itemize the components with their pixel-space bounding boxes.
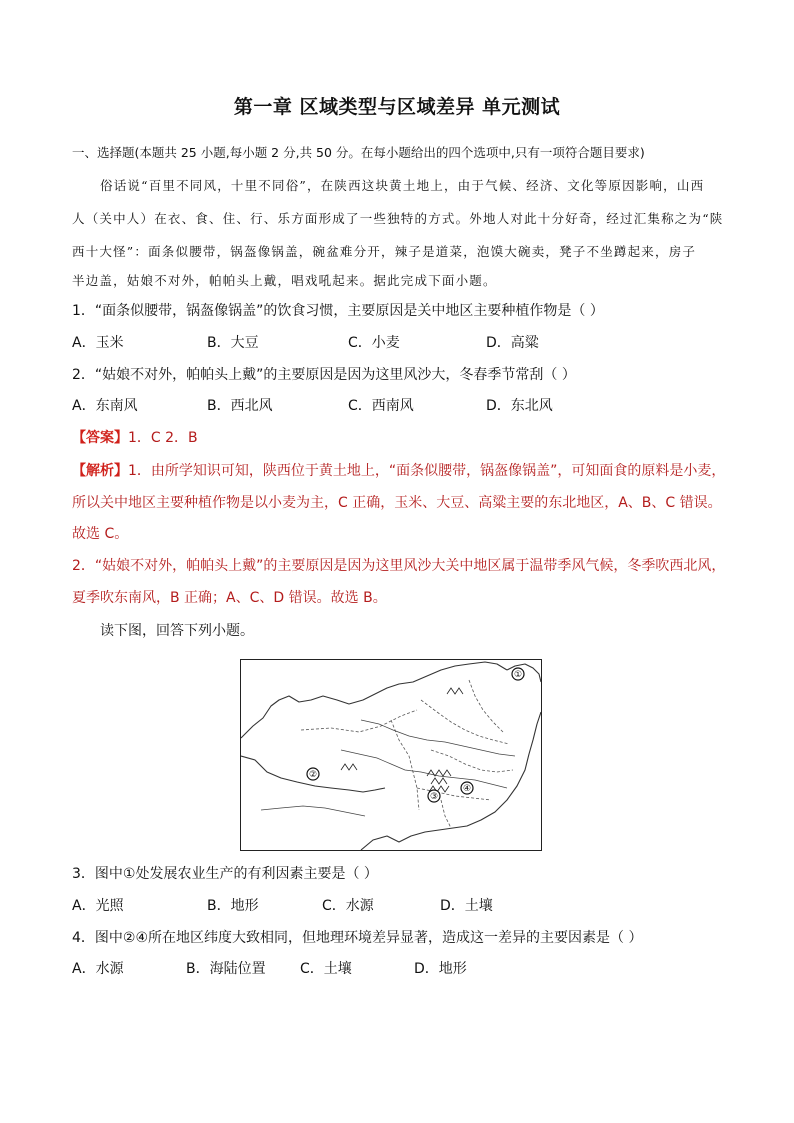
q1-option-c[interactable]: C．小麦 (348, 335, 400, 351)
question-2: 2．“姑娘不对外，帕帕头上戴”的主要原因是因为这里风沙大，冬春季节常刮（ ） (72, 367, 576, 383)
section-header: 一、选择题(本题共 25 小题,每小题 2 分,共 50 分。在每小题给出的四个选项中,只有一项符合题目要求) (72, 145, 645, 160)
marker-1: ① (513, 670, 523, 680)
q1-option-d[interactable]: D．高粱 (486, 335, 539, 351)
answer-text: 1．C 2．B (128, 430, 198, 446)
q3-option-b[interactable]: B．地形 (207, 898, 259, 914)
question-3: 3．图中①处发展农业生产的有利因素主要是（ ） (72, 866, 378, 882)
page-title: 第一章 区域类型与区域差异 单元测试 (233, 96, 561, 118)
province-line-3 (421, 700, 509, 744)
analysis-line-2: 所以关中地区主要种植作物是以小麦为主，C 正确，玉米、大豆、高粱主要的东北地区，A、B、C 错误。 (72, 495, 722, 511)
analysis-line-3: 故选 C。 (72, 526, 129, 542)
south-coast (361, 712, 541, 850)
passage-line-4: 半边盖，姑娘不对外，帕帕头上戴，唱戏吼起来。据此完成下面小题。 (72, 273, 497, 288)
marker-3: ③ (429, 792, 439, 802)
mountain-range-5 (341, 764, 357, 770)
mountain-range-2 (431, 778, 447, 784)
passage-line-2: 人（关中人）在衣、食、住、行、乐方面形成了一些独特的方式。外地人对此十分好奇，经过汇集称之为“陕 (72, 211, 724, 226)
q2-option-d[interactable]: D．东北风 (486, 398, 553, 414)
analysis-text-1: 1．由所学知识可知，陕西位于黄土地上，“面条似腰带，锅盔像锅盖”，可知面食的原料是小麦， (128, 463, 726, 479)
answer-line (72, 428, 198, 448)
q4-option-c[interactable]: C．土壤 (300, 961, 352, 977)
q4-option-b[interactable]: B．海陆位置 (186, 961, 266, 977)
q4-option-a[interactable]: A．水源 (72, 961, 124, 977)
read-instruction: 读下图，回答下列小题。 (100, 623, 254, 639)
marker-2: ② (308, 770, 318, 780)
question-1: 1．“面条似腰带，锅盔像锅盖”的饮食习惯，主要原因是关中地区主要种植作物是（ ） (72, 303, 604, 319)
river-1 (341, 750, 507, 788)
northern-border (241, 662, 507, 738)
q3-option-a[interactable]: A．光照 (72, 898, 124, 914)
q4-option-d[interactable]: D．地形 (414, 961, 467, 977)
q2-option-a[interactable]: A．东南风 (72, 398, 138, 414)
passage-line-3: 西十大怪”：面条似腰带，锅盔像锅盖，碗盆难分开，辣子是道菜，泡馍大碗卖，凳子不坐蹲起来，房子 (72, 244, 697, 259)
province-line-2 (391, 720, 419, 810)
passage-line-1: 俗话说“百里不同风，十里不同俗”，在陕西这块黄土地上，由于气候、经济、文化等原因影响，山西 (100, 178, 705, 193)
q1-option-a[interactable]: A．玉米 (72, 335, 124, 351)
river-3 (261, 806, 365, 816)
question-4: 4．图中②④所在地区纬度大致相同，但地理环境差异显著，造成这一差异的主要因素是（ ） (72, 930, 643, 946)
q3-option-d[interactable]: D．土壤 (440, 898, 493, 914)
question-2-options (72, 396, 632, 416)
china-map-figure (240, 659, 542, 851)
q2-option-b[interactable]: B．西北风 (207, 398, 273, 414)
mountain-range-4 (447, 688, 463, 694)
china-map (241, 660, 541, 850)
mountain-range-1 (427, 770, 451, 776)
question-3-options (72, 896, 632, 916)
q2-option-c[interactable]: C．西南风 (348, 398, 414, 414)
province-line-7 (441, 800, 451, 828)
analysis-line-5: 夏季吹东南风，B 正确；A、C、D 错误。故选 B。 (72, 590, 387, 606)
question-1-options (72, 333, 632, 353)
analysis-tag: 【解析】 (72, 463, 128, 479)
analysis-line-4: 2．“姑娘不对外，帕帕头上戴”的主要原因是因为这里风沙大关中地区属于温带季风气候，冬季吹西北风， (72, 558, 726, 574)
question-4-options (72, 959, 632, 979)
marker-4: ④ (462, 784, 472, 794)
province-line-6 (469, 680, 503, 732)
answer-tag: 【答案】 (72, 430, 128, 446)
q3-option-c[interactable]: C．水源 (322, 898, 374, 914)
river-2 (361, 720, 515, 756)
q1-option-b[interactable]: B．大豆 (207, 335, 259, 351)
province-line-4 (431, 750, 513, 772)
analysis-line-1 (72, 461, 725, 481)
province-line-1 (301, 710, 417, 732)
